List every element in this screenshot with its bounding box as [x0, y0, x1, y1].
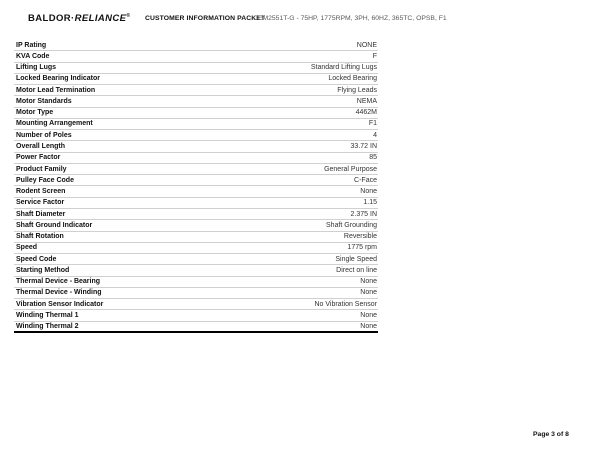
baldor-reliance-logo [28, 13, 130, 24]
row-label: Shaft Diameter [16, 210, 66, 218]
row-label: Motor Type [16, 109, 54, 117]
row-label: Motor Lead Termination [16, 86, 96, 94]
table-row [14, 310, 378, 321]
row-label: Shaft Rotation [16, 233, 64, 241]
table-row [14, 299, 378, 310]
row-label: Starting Method [16, 266, 70, 274]
row-label: Pulley Face Code [16, 176, 74, 184]
table-row [14, 108, 378, 119]
table-row [14, 96, 378, 107]
row-label: Number of Poles [16, 131, 72, 139]
row-value: Single Speed [335, 255, 377, 263]
row-value: None [360, 278, 377, 286]
row-value: Shaft Grounding [326, 221, 377, 229]
logo-text-reliance: RELIANCE [74, 13, 127, 25]
table-row [14, 119, 378, 130]
row-label: Lifting Lugs [16, 64, 57, 72]
row-value: 1775 rpm [347, 244, 377, 252]
row-label: Speed [16, 244, 38, 252]
row-value: General Purpose [324, 165, 377, 173]
row-value: Locked Bearing [328, 75, 377, 83]
row-value: 4462M [355, 109, 377, 117]
table-row [14, 40, 378, 51]
table-row [14, 51, 378, 62]
table-row [14, 85, 378, 96]
row-value: 4 [373, 131, 377, 139]
row-label: Rodent Screen [16, 188, 66, 196]
row-label: Thermal Device - Bearing [16, 278, 101, 286]
row-label: Winding Thermal 2 [16, 322, 79, 330]
row-label: Product Family [16, 165, 67, 173]
table-row [14, 164, 378, 175]
table-row [14, 254, 378, 265]
row-value: No Vibration Sensor [314, 300, 377, 308]
row-label: Winding Thermal 1 [16, 312, 79, 319]
row-value: 1.15 [363, 199, 377, 207]
table-row [14, 186, 378, 197]
row-label: Overall Length [16, 143, 66, 151]
registered-trademark-icon: ® [126, 13, 131, 19]
table-row [14, 243, 378, 254]
row-label: Mounting Arrangement [16, 120, 93, 128]
table-row [14, 277, 378, 288]
row-value: Flying Leads [337, 86, 377, 94]
row-value: F [372, 52, 377, 60]
row-label: KVA Code [16, 52, 50, 60]
product-description: CEM2551T-G - 75HP, 1775RPM, 3PH, 60HZ, 365TC, OPSB, F1 [253, 15, 447, 22]
table-row [14, 220, 378, 231]
document-title: CUSTOMER INFORMATION PACKET [145, 15, 266, 22]
row-label: Power Factor [16, 154, 61, 162]
table-row [14, 265, 378, 276]
row-value: NEMA [356, 97, 377, 105]
table-row [14, 322, 378, 333]
table-row [14, 288, 378, 299]
row-value: NONE [356, 41, 377, 49]
table-row [14, 175, 378, 186]
row-value: Reversible [343, 233, 377, 241]
row-label: Speed Code [16, 255, 57, 263]
row-value: C-Face [354, 176, 377, 184]
table-row [14, 74, 378, 85]
table-row [14, 232, 378, 243]
spec-table [14, 40, 378, 333]
row-value: 85 [369, 154, 377, 162]
row-value: None [360, 322, 377, 330]
row-value: Direct on line [336, 266, 377, 274]
page-number: Page 3 of 8 [533, 431, 569, 438]
row-label: Vibration Sensor Indicator [16, 300, 104, 308]
table-row [14, 209, 378, 220]
table-row [14, 130, 378, 141]
row-label: Motor Standards [16, 97, 72, 105]
row-value: F1 [368, 120, 377, 128]
logo-separator-dot: · [71, 13, 75, 25]
table-row [14, 141, 378, 152]
row-value: Standard Lifting Lugs [310, 64, 377, 72]
row-label: Shaft Ground Indicator [16, 221, 93, 229]
row-label: Service Factor [16, 199, 65, 207]
row-value: 2.375 IN [350, 210, 377, 218]
row-value: None [360, 289, 377, 297]
table-row [14, 63, 378, 74]
row-label: Locked Bearing Indicator [16, 75, 101, 83]
logo-text-baldor: BALDOR [28, 13, 72, 25]
table-row [14, 153, 378, 164]
table-row [14, 198, 378, 209]
row-label: Thermal Device - Winding [16, 289, 102, 297]
row-value: None [360, 312, 377, 319]
row-value: None [360, 188, 377, 196]
row-label: IP Rating [16, 41, 47, 49]
row-value: 33.72 IN [350, 143, 377, 151]
